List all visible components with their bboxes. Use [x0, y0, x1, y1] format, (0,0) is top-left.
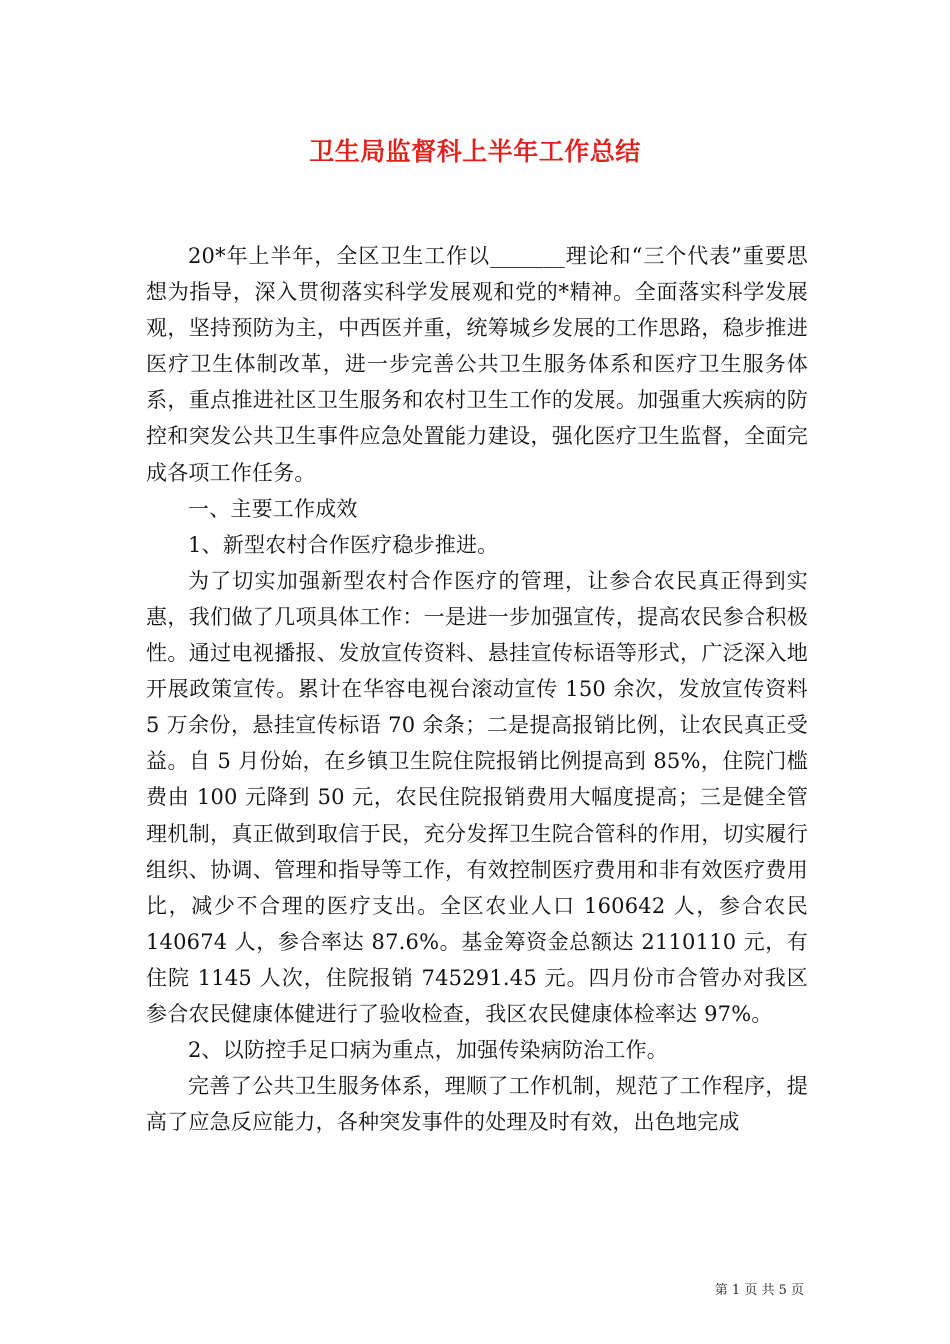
document-body [146, 238, 808, 1140]
document-title: 卫生局监督科上半年工作总结 [309, 137, 641, 166]
paragraph-rural-cooperative-medical: 为了切实加强新型农村合作医疗的管理，让参合农民真正得到实惠，我们做了几项具体工作：一是进一步加强宣传，提高农民参合积极性。通过电视播报、发放宣传资料、悬挂宣传标语等形式，广泛深入地开展政策宣传。累计在华容电视台滚动宣传 150 余次，发放宣传资料 5 万余份，悬挂宣传标语 70 余条；二是提高报销比例，让农民真正受益。自 5 月份始，在乡镇卫生院住院报销比例提高到 85%，住院门槛费由 100 元降到 50 元，农民住院报销费用大幅度提高；三是健全管理机制，真正做到取信于民，充分发挥卫生院合管科的作用，切实履行组织、协调、管理和指导等工作，有效控制医疗费用和非有效医疗费用比，减少不合理的医疗支出。全区农业人口 160642 人，参合农民 140674 人，参合率达 87.6%。基金筹资金总额达 2110110 元，有住院 1145 人次，住院报销 745291.45 元。四月份市合管办对我区参合农民健康体健进行了验收检查，我区农民健康体检率达 97%。 [146, 568, 808, 1026]
paragraph-public-health-system: 完善了公共卫生服务体系，理顺了工作机制，规范了工作程序，提高了应急反应能力，各种突发事件的处理及时有效，出色地完成 [146, 1074, 808, 1135]
paragraph-intro: 20*年上半年，全区卫生工作以_______理论和“三个代表”重要思想为指导，深入贯彻落实科学发展观和党的*精神。全面落实科学发展观，坚持预防为主，中西医并重，统筹城乡发展的工作思路，稳步推进医疗卫生体制改革，进一步完善公共卫生服务体系和医疗卫生服务体系，重点推进社区卫生服务和农村卫生工作的发展。加强重大疾病的防控和突发公共卫生事件应急处置能力建设，强化医疗卫生监督，全面完成各项工作任务。 [146, 244, 808, 485]
page-footer: 第 1 页 共 5 页 [714, 1283, 804, 1298]
subheading-disease-prevention: 2、以防控手足口病为重点，加强传染病防治工作。 [188, 1038, 668, 1063]
section-heading-achievements: 一、主要工作成效 [188, 496, 358, 521]
subheading-rural-cooperative-medical: 1、新型农村合作医疗稳步推进。 [188, 532, 499, 557]
